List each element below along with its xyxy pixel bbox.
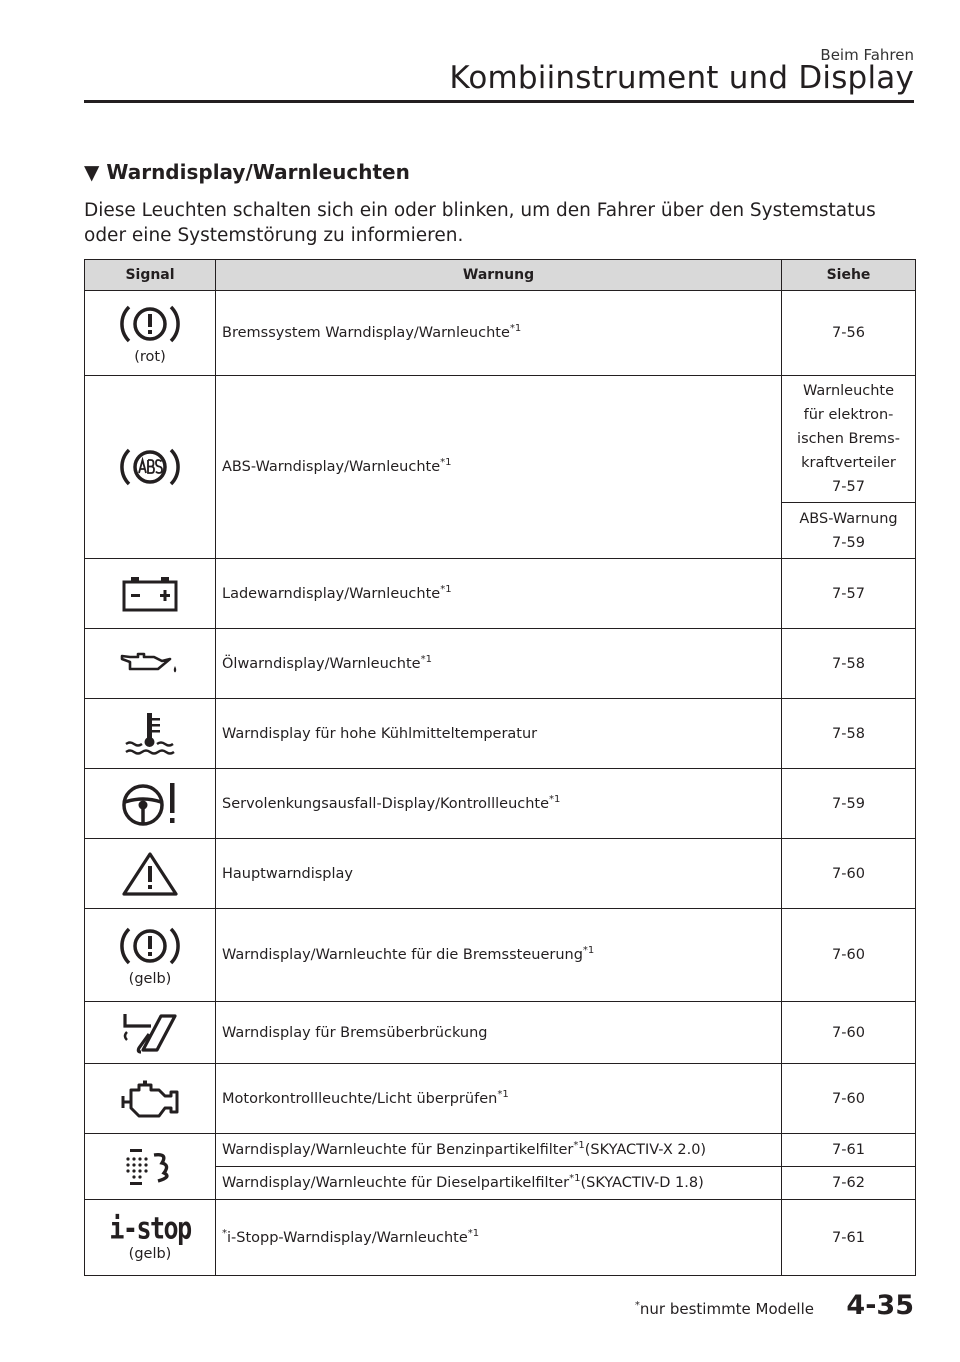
- signal-cell: [85, 909, 216, 1002]
- reference-cell: 7-59: [782, 769, 916, 839]
- reference-cell: 7-58: [782, 699, 916, 769]
- reference-cell: 7-60: [782, 839, 916, 909]
- signal-cell: [85, 559, 216, 629]
- signal-cell: [85, 1200, 216, 1276]
- warning-cell: Ladewarndisplay/Warnleuchte$^{*1}$: [216, 559, 782, 629]
- running-header-section: Beim Fahren: [820, 46, 914, 64]
- check-engine-icon: [117, 1078, 183, 1120]
- reference-cell: 7-61: [782, 1200, 916, 1276]
- section-title-text: Warndisplay/Warnleuchten: [106, 160, 410, 184]
- table-row: [85, 629, 916, 699]
- warning-cell: Warndisplay für Bremsüberbrückung: [216, 1002, 782, 1064]
- warning-cell: Warndisplay/Warnleuchte für Dieselpartikelfilter$^{*1}$(SKYACTIV-D 1.8): [216, 1167, 782, 1200]
- oil-can-icon: [118, 647, 182, 681]
- table-row: [85, 1200, 916, 1276]
- battery-icon: [120, 574, 180, 614]
- reference-cell: Warnleuchte für elektron- ischen Brems- kraftverteiler 7-57: [782, 376, 916, 503]
- signal-cell: [85, 839, 216, 909]
- header-warnung: Warnung: [216, 260, 782, 291]
- header-siehe: Siehe: [782, 260, 916, 291]
- table-row: [85, 291, 916, 376]
- table-row: [85, 559, 916, 629]
- table-row: [85, 376, 916, 503]
- section-title: [84, 160, 410, 184]
- reference-cell: 7-60: [782, 909, 916, 1002]
- power-steering-icon: [117, 779, 183, 829]
- footnote: *nur bestimmte Modelle: [634, 1300, 814, 1318]
- i-stop-icon: i-stop: [109, 1210, 191, 1246]
- reference-cell: 7-60: [782, 1002, 916, 1064]
- table-row: [85, 839, 916, 909]
- warning-table: [84, 259, 916, 1276]
- table-row: [85, 769, 916, 839]
- warning-cell: Warndisplay/Warnleuchte für Benzinpartikelfilter$^{*1}$(SKYACTIV-X 2.0): [216, 1134, 782, 1167]
- warning-cell: Bremssystem Warndisplay/Warnleuchte$^{*1}$: [216, 291, 782, 376]
- warning-cell: ABS-Warndisplay/Warnleuchte$^{*1}$: [216, 376, 782, 559]
- signal-note: (gelb): [128, 971, 172, 987]
- signal-cell: [85, 1064, 216, 1134]
- reference-cell: 7-60: [782, 1064, 916, 1134]
- warning-cell: Ölwarndisplay/Warnleuchte$^{*1}$: [216, 629, 782, 699]
- signal-note: (rot): [134, 349, 166, 365]
- reference-cell: 7-61: [782, 1134, 916, 1167]
- reference-cell: 7-62: [782, 1167, 916, 1200]
- particulate-filter-icon: [120, 1145, 180, 1189]
- brake-override-icon: [119, 1010, 181, 1056]
- section-marker: ▼: [84, 160, 100, 184]
- page-number: 4-35: [846, 1290, 914, 1321]
- signal-cell: [85, 376, 216, 559]
- running-header-chapter: Kombiinstrument und Display: [449, 60, 914, 96]
- table-header-row: [85, 260, 916, 291]
- warning-cell: Warndisplay für hohe Kühlmitteltemperatur: [216, 699, 782, 769]
- signal-cell: [85, 699, 216, 769]
- master-warning-icon: [121, 851, 179, 897]
- abs-icon: [119, 444, 181, 490]
- warning-cell: Servolenkungsausfall-Display/Kontrollleuchte$^{*1}$: [216, 769, 782, 839]
- brake-control-icon: [119, 923, 181, 969]
- warning-cell: Motorkontrollleuchte/Licht überprüfen$^{*1}$: [216, 1064, 782, 1134]
- signal-cell: [85, 1002, 216, 1064]
- table-row: [85, 1134, 916, 1167]
- warning-cell: Warndisplay/Warnleuchte für die Bremssteuerung$^{*1}$: [216, 909, 782, 1002]
- table-row: [85, 1002, 916, 1064]
- signal-cell: [85, 1134, 216, 1200]
- intro-paragraph: Diese Leuchten schalten sich ein oder blinken, um den Fahrer über den Systemstatus oder eine Systemstörung zu informieren.: [84, 200, 876, 246]
- header-rule: [84, 100, 914, 103]
- coolant-temperature-icon: [122, 710, 178, 758]
- table-row: [85, 909, 916, 1002]
- signal-note: (gelb): [128, 1245, 172, 1262]
- signal-cell: [85, 291, 216, 376]
- warning-cell: *i-Stopp-Warndisplay/Warnleuchte$^{*1}$: [216, 1200, 782, 1276]
- reference-cell: 7-56: [782, 291, 916, 376]
- reference-cell: ABS-Warnung 7-59: [782, 503, 916, 559]
- brake-warning-icon: [119, 301, 181, 347]
- table-row: [85, 699, 916, 769]
- signal-cell: [85, 629, 216, 699]
- warning-cell: Hauptwarndisplay: [216, 839, 782, 909]
- signal-cell: [85, 769, 216, 839]
- header-signal: Signal: [85, 260, 216, 291]
- reference-cell: 7-58: [782, 629, 916, 699]
- table-row: [85, 1064, 916, 1134]
- reference-cell: 7-57: [782, 559, 916, 629]
